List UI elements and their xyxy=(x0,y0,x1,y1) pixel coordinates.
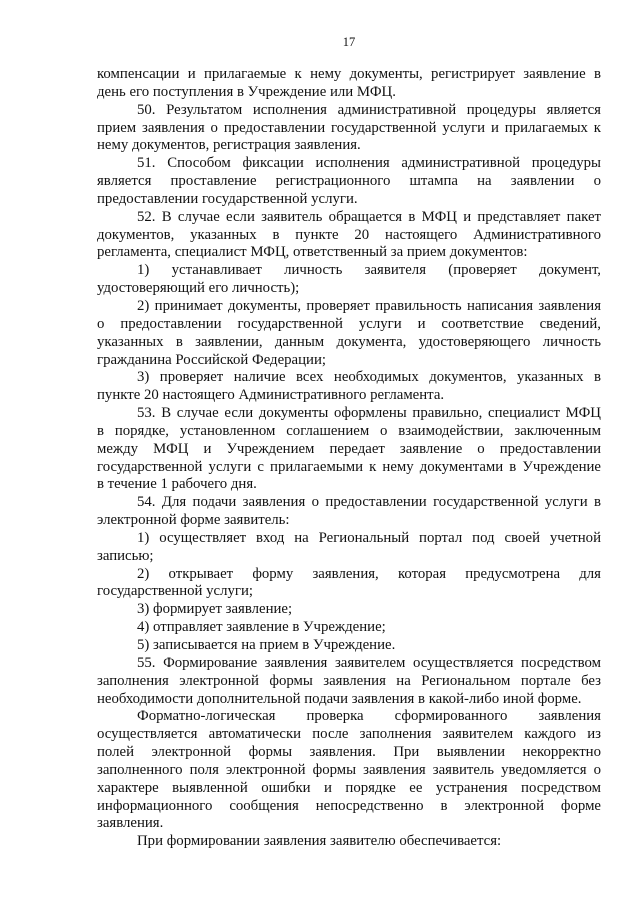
text-line: При формировании заявления заявителю обеспечивается: xyxy=(137,833,502,850)
text-line: 50. Результатом исполнения административной процедуры является xyxy=(137,101,601,118)
text-line: заявления. xyxy=(97,815,164,832)
paragraph xyxy=(97,262,601,298)
text-line: 3) проверяет наличие всех необходимых документов, указанных в xyxy=(137,369,601,386)
text-line: заполненного поля электронной формы заявления заявитель уведомляется о xyxy=(97,761,601,778)
text-line: пункте 20 настоящего Административного регламента. xyxy=(97,387,445,404)
paragraph xyxy=(97,405,601,494)
text-line: прием заявления о предоставлении государственной услуги и прилагаемых к xyxy=(97,119,601,136)
text-line: 1) устанавливает личность заявителя (проверяет документ, xyxy=(137,262,601,279)
text-line: 51. Способом фиксации исполнения административной процедуры xyxy=(137,155,601,172)
text-line: Форматно-логическая проверка сформированного заявления xyxy=(137,708,601,725)
text-line: 2) открывает форму заявления, которая предусмотрена для xyxy=(137,565,601,582)
paragraph xyxy=(97,708,601,833)
text-line: является проставление регистрационного штампа на заявлении о xyxy=(97,173,601,190)
paragraph xyxy=(97,298,601,369)
text-line: заполнения электронной формы заявления на Региональном портале без xyxy=(97,672,601,689)
page-number: 17 xyxy=(342,35,356,49)
text-line: 5) записывается на прием в Учреждение. xyxy=(137,637,396,653)
paragraph xyxy=(97,637,601,655)
text-line: в порядке, установленном соглашением о взаимодействии, заключенным xyxy=(97,422,601,439)
text-line: 52. В случае если заявитель обращается в МФЦ и представляет пакет xyxy=(137,208,601,225)
text-line: 54. Для подачи заявления о предоставлении государственной услуги в xyxy=(137,494,601,511)
text-line: регламента, специалист МФЦ, ответственный за прием документов: xyxy=(97,244,528,261)
text-line: 4) отправляет заявление в Учреждение; xyxy=(137,619,386,636)
text-line: удостоверяющий его личность); xyxy=(97,280,300,297)
paragraph xyxy=(97,601,601,619)
paragraph xyxy=(97,66,601,102)
paragraph xyxy=(97,619,601,637)
text-line: предоставлении государственной услуги. xyxy=(97,190,358,207)
text-line: государственной услуги с прилагаемыми к нему документами в Учреждение xyxy=(97,458,601,475)
paragraph xyxy=(97,155,601,209)
text-line: 2) принимает документы, проверяет правильность написания заявления xyxy=(137,297,601,314)
text-line: 1) осуществляет вход на Региональный портал под своей учетной xyxy=(137,529,601,546)
text-line: 55. Формирование заявления заявителем осуществляется посредством xyxy=(137,654,601,671)
paragraph xyxy=(97,369,601,405)
paragraph xyxy=(97,566,601,602)
text-line: государственной услуги; xyxy=(97,583,254,600)
paragraph xyxy=(97,494,601,530)
text-line: гражданина Российской Федерации; xyxy=(97,351,326,368)
text-line: характере выявленной ошибки и порядке ее устранения посредством xyxy=(97,779,601,796)
paragraph xyxy=(97,833,601,851)
text-line: между МФЦ и Учреждением передает заявление о предоставлении xyxy=(97,440,601,457)
paragraph xyxy=(97,530,601,566)
text-line: 53. В случае если документы оформлены правильно, специалист МФЦ xyxy=(137,405,601,422)
text-line: осуществляется автоматически после заполнения заявителем каждого из xyxy=(97,726,601,743)
text-line: компенсации и прилагаемые к нему документы, регистрирует заявление в xyxy=(97,66,601,82)
paragraph xyxy=(97,102,601,156)
text-line: записью; xyxy=(97,547,154,564)
text-line: 3) формирует заявление; xyxy=(137,601,293,618)
text-line: информационного сообщения непосредственно в электронной форме xyxy=(97,797,601,814)
text-line: документов, указанных в пункте 20 настоящего Административного xyxy=(97,226,601,243)
text-line: электронной форме заявитель: xyxy=(97,512,290,529)
text-line: полей электронной формы заявления. При выявлении некорректно xyxy=(97,744,601,761)
text-line: в течение 1 рабочего дня. xyxy=(97,476,257,493)
document-body xyxy=(97,66,601,851)
paragraph xyxy=(97,209,601,263)
paragraph xyxy=(97,655,601,709)
text-line: указанных в заявлении, данным документа, удостоверяющего личность xyxy=(97,333,601,350)
text-line: нему документов, регистрация заявления. xyxy=(97,137,361,154)
text-line: день его поступления в Учреждение или МФЦ. xyxy=(97,83,396,100)
text-line: необходимости дополнительной подачи заявления в какой-либо иной форме. xyxy=(97,690,582,707)
text-line: о предоставлении государственной услуги и соответствие сведений, xyxy=(97,315,601,332)
